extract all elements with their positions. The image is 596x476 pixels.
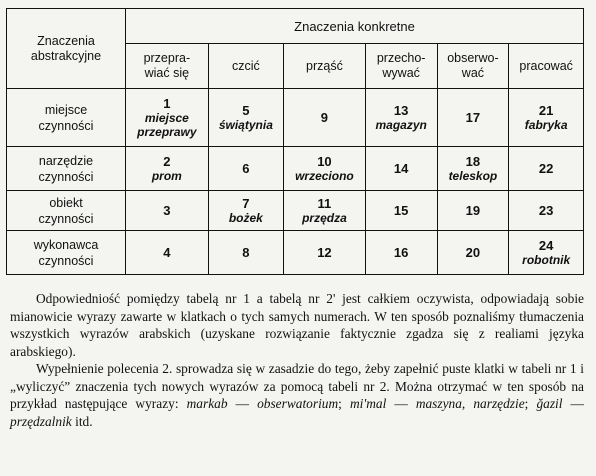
cell-word: fabryka (524, 118, 568, 132)
table-cell (365, 231, 437, 275)
row-label-line: czynności (38, 169, 94, 184)
table-cell (365, 89, 437, 147)
cell-number: 4 (163, 245, 171, 260)
arabic-word-3: ğazil (536, 396, 563, 411)
gloss-2: maszyna, narzędzie (415, 396, 525, 411)
cell-word: teleskop (448, 169, 498, 183)
row-label-line: czynności (38, 253, 94, 268)
cell-number: 10 (317, 154, 332, 169)
row-label-line: czynności (38, 211, 94, 226)
column-header (437, 44, 509, 89)
dash-2: — (386, 396, 416, 411)
cell-number: 23 (538, 203, 554, 218)
cell-number: 19 (465, 203, 481, 218)
column-header (365, 44, 437, 89)
table-row (7, 191, 584, 231)
arabic-word-2: mi'mal (349, 396, 387, 411)
cell-number: 21 (538, 103, 554, 118)
cell-number: 20 (465, 245, 481, 260)
separator-2: ; (524, 396, 537, 411)
cell-word: świątynia (218, 118, 273, 132)
column-header-line: wywać (382, 66, 420, 80)
row-label-line: wykonawca (33, 237, 99, 252)
column-header-line: przecho- (376, 51, 426, 65)
table-cell (437, 89, 509, 147)
column-header (284, 44, 366, 89)
cell-number: 8 (242, 245, 250, 260)
cell-word: wrzeciono (295, 169, 354, 183)
cell-word: przeprawy (137, 125, 197, 139)
table-cell (284, 147, 366, 191)
cell-number: 11 (317, 196, 332, 211)
separator-1: ; (338, 396, 350, 411)
table-cell (284, 231, 366, 275)
concrete-meanings-header: Znaczenia konkretne (126, 9, 584, 44)
row-label (7, 147, 126, 191)
table-header-row (7, 9, 584, 44)
cell-word: robotnik (522, 253, 571, 267)
dash-3: — (562, 396, 584, 411)
row-label-line: miejsce (44, 102, 88, 117)
table-cell (126, 231, 209, 275)
abstract-meanings-header: Znaczenia abstrakcyjne (7, 9, 126, 89)
paragraph-2-end: itd. (71, 413, 93, 429)
table-row (7, 89, 584, 147)
cell-number: 14 (393, 161, 409, 176)
cell-number: 15 (393, 203, 409, 218)
cell-number: 18 (465, 154, 481, 169)
cell-number: 6 (242, 161, 250, 176)
dash-1: — (227, 396, 258, 411)
table-cell (284, 191, 366, 231)
column-header (509, 44, 584, 89)
table-cell (365, 191, 437, 231)
cell-number: 16 (393, 245, 409, 260)
column-header (126, 44, 209, 89)
column-header-line: przepra- (143, 51, 191, 65)
gloss-1: obserwatorium (257, 396, 339, 411)
cell-number: 13 (393, 103, 409, 118)
table-cell (208, 147, 283, 191)
cell-number: 1 (163, 96, 171, 111)
table-row (7, 147, 584, 191)
cell-number: 24 (538, 238, 554, 253)
cell-word: prom (151, 169, 182, 183)
table-body (7, 89, 584, 275)
table-cell (509, 147, 584, 191)
table-cell (437, 191, 509, 231)
row-label (7, 191, 126, 231)
column-header (208, 44, 283, 89)
table-cell (437, 231, 509, 275)
table-cell (509, 89, 584, 147)
table-cell (208, 231, 283, 275)
column-header-line: pracować (519, 58, 573, 73)
row-label-line: obiekt (49, 195, 83, 210)
column-header-line: wać (461, 66, 485, 80)
table-cell (208, 89, 283, 147)
column-header-line: obserwo- (447, 51, 499, 65)
table-cell (126, 147, 209, 191)
table-cell (126, 89, 209, 147)
table-cell (284, 89, 366, 147)
paragraph-1: Odpowiedniość pomiędzy tabelą nr 1 a tabelą nr 2' jest całkiem oczywista, odpowiadają sobie mianowicie wyrazy zawarte w klatkach o tych samych numerach. W ten sposób poznaliśmy tłumaczenia wszystkich wyrazów arabskich (uzyskane rozwiązanie faktycznie zgadza się z realiami języka arabskiego). (10, 291, 584, 359)
table-cell (509, 191, 584, 231)
row-label (7, 89, 126, 147)
cell-number: 5 (242, 103, 250, 118)
cell-number: 17 (465, 110, 481, 125)
table-row (7, 231, 584, 275)
cell-number: 22 (538, 161, 554, 176)
table-cell (365, 147, 437, 191)
table-cell (208, 191, 283, 231)
cell-word: magazyn (375, 118, 427, 132)
row-label-line: narzędzie (38, 153, 94, 168)
row-label-line: czynności (38, 118, 94, 133)
row-label (7, 231, 126, 275)
cell-word: miejsce (144, 111, 189, 125)
table-cell (509, 231, 584, 275)
meanings-table (6, 8, 584, 275)
table-cell (437, 147, 509, 191)
gloss-3: przędzalnik (10, 413, 72, 429)
cell-word: przędza (302, 211, 347, 225)
cell-word: bożek (228, 211, 263, 225)
cell-number: 12 (317, 245, 332, 260)
table-cell (126, 191, 209, 231)
paragraph-2 (10, 360, 584, 430)
column-header-line: czcić (231, 58, 260, 73)
paragraph-2-start: Wypełnienie polecenia 2. sprowadza się w zasadzie do tego, żeby zapełnić puste klatki w tabeli nr 1 i „wyliczyć” znaczenia tych nowych wyrazów za pomocą tabeli nr 2. Można otrzymać w ten sposób na przykład następujące wyrazy: (10, 361, 584, 411)
cell-number: 3 (163, 203, 171, 218)
cell-number: 9 (320, 110, 329, 125)
column-header-line: prząść (306, 58, 343, 73)
arabic-word-1: markab (186, 396, 228, 411)
cell-number: 7 (242, 196, 250, 211)
body-text (10, 290, 584, 430)
cell-number: 2 (163, 154, 171, 169)
column-header-line: wiać się (144, 66, 190, 80)
